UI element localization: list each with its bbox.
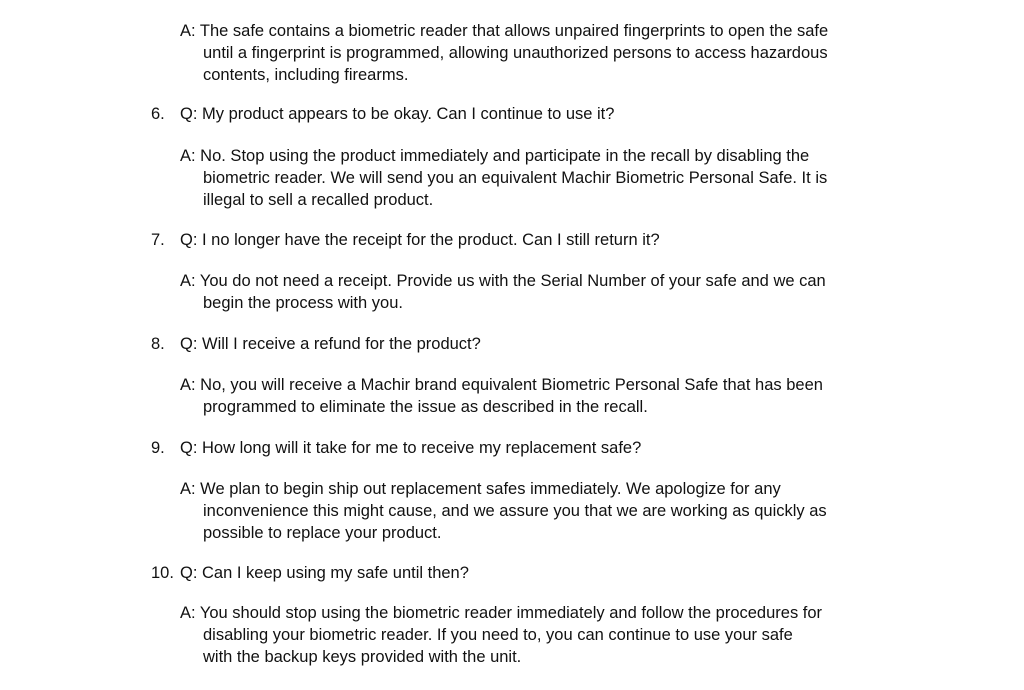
- answer-6-line-1: A: No. Stop using the product immediately and participate in the recall by disabling the: [180, 147, 810, 165]
- answer-6: [180, 145, 827, 211]
- answer-9: [180, 478, 827, 544]
- answer-7: [180, 270, 826, 314]
- answer-8: [180, 374, 823, 418]
- answer-9-line-1: A: We plan to begin ship out replacement safes immediately. We apologize for any: [180, 480, 781, 498]
- answer-5-line-3: contents, including firearms.: [203, 66, 409, 84]
- question-6-number: 6.: [151, 105, 165, 123]
- answer-9-line-2: inconvenience this might cause, and we assure you that we are working as quickly as: [203, 502, 827, 520]
- answer-10-line-2: disabling your biometric reader. If you need to, you can continue to use your safe: [203, 626, 793, 644]
- answer-10-line-1: A: You should stop using the biometric reader immediately and follow the procedures for: [180, 604, 823, 622]
- question-9-text: Q: How long will it take for me to receive my replacement safe?: [180, 439, 642, 457]
- question-8-text: Q: Will I receive a refund for the product?: [180, 335, 481, 353]
- question-9-number: 9.: [151, 439, 165, 457]
- answer-6-line-2: biometric reader. We will send you an equivalent Machir Biometric Personal Safe. It is: [203, 169, 828, 187]
- answer-5-line-1: A: The safe contains a biometric reader that allows unpaired fingerprints to open the safe: [180, 22, 829, 40]
- question-8-number: 8.: [151, 335, 165, 353]
- answer-10: [180, 602, 822, 668]
- answer-8-line-2: programmed to eliminate the issue as described in the recall.: [203, 398, 648, 416]
- answer-7-line-1: A: You do not need a receipt. Provide us with the Serial Number of your safe and we can: [180, 272, 826, 290]
- answer-5: [180, 20, 828, 86]
- answer-9-line-3: possible to replace your product.: [203, 524, 442, 542]
- answer-8-line-1: A: No, you will receive a Machir brand equivalent Biometric Personal Safe that has been: [180, 376, 823, 394]
- question-7-text: Q: I no longer have the receipt for the product. Can I still return it?: [180, 231, 660, 249]
- question-10-text: Q: Can I keep using my safe until then?: [180, 564, 469, 582]
- question-7-number: 7.: [151, 231, 165, 249]
- answer-6-line-3: illegal to sell a recalled product.: [203, 191, 434, 209]
- answer-7-line-2: begin the process with you.: [203, 294, 403, 312]
- answer-10-line-3: with the backup keys provided with the unit.: [203, 648, 522, 666]
- question-10-number: 10.: [151, 564, 174, 582]
- question-6-text: Q: My product appears to be okay. Can I continue to use it?: [180, 105, 615, 123]
- answer-5-line-2: until a fingerprint is programmed, allowing unauthorized persons to access hazardous: [203, 44, 828, 62]
